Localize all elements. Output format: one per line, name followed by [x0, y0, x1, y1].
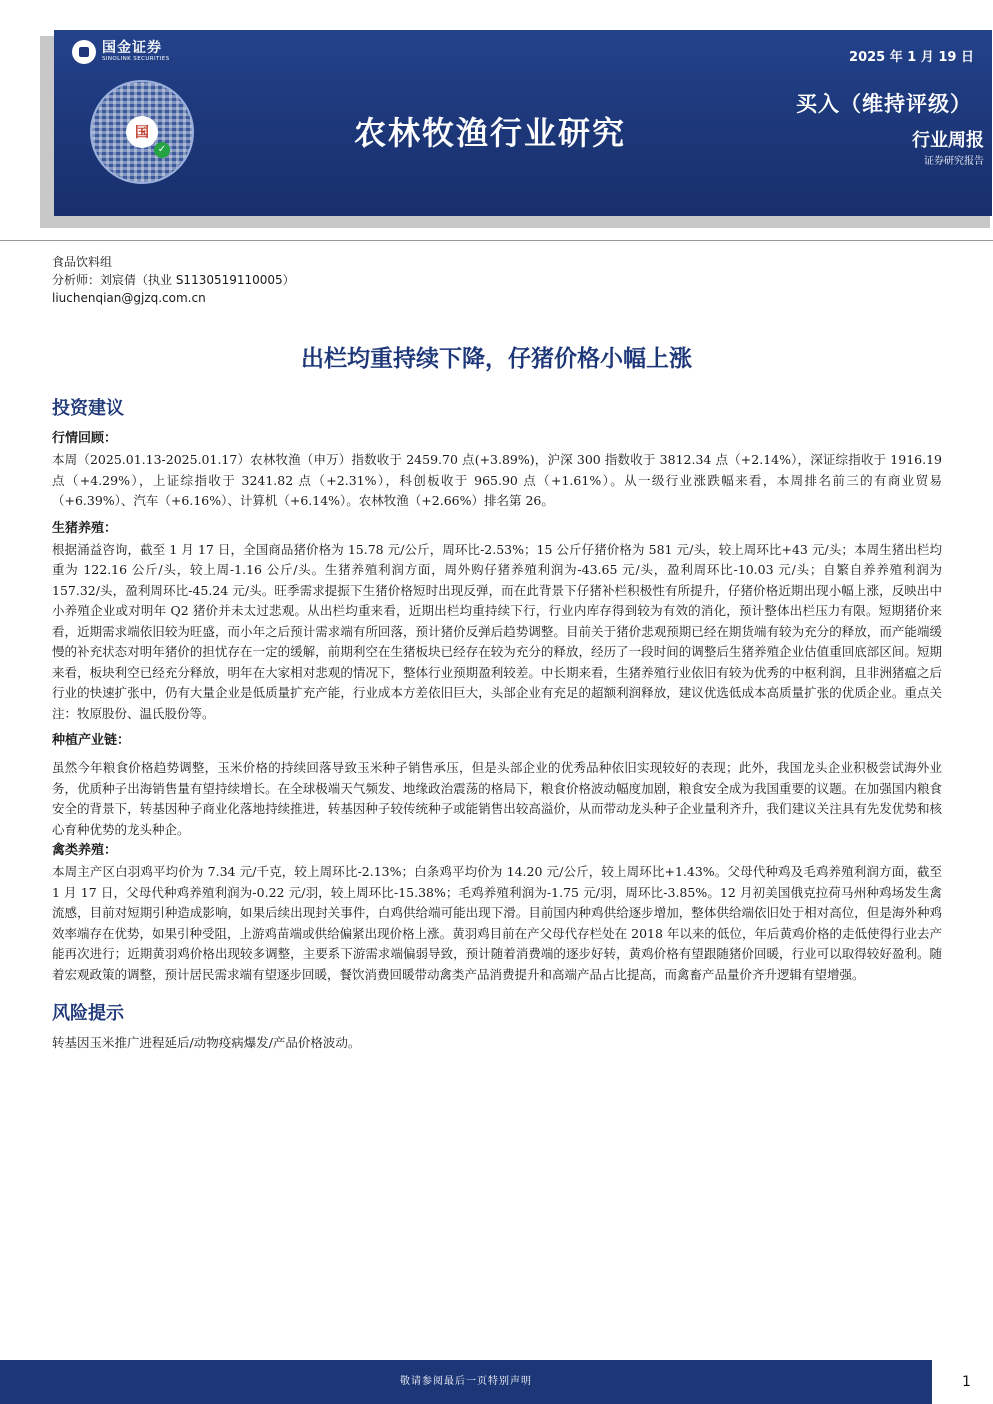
section-risk-title: 风险提示	[52, 1003, 124, 1024]
header-banner	[54, 30, 992, 216]
company-logo	[72, 40, 170, 64]
poultry-farming-title: 禽类养殖：	[52, 843, 118, 858]
analyst-email[interactable]: liuchenqian@gjzq.com.cn	[52, 291, 206, 305]
header-divider	[0, 240, 993, 241]
risk-text: 转基因玉米推广进程延后/动物疫病爆发/产品价格波动。	[52, 1035, 361, 1050]
footer-disclaimer: 敬请参阅最后一页特别声明	[0, 1360, 932, 1404]
analyst-group: 食品饮料组	[52, 255, 113, 269]
pig-farming-title: 生猪养殖：	[52, 520, 118, 536]
logo-chinese: 国金证券	[102, 40, 162, 57]
report-category: 证券研究报告	[924, 156, 984, 167]
report-body	[52, 394, 942, 1054]
analyst-info	[52, 253, 295, 307]
sinolink-logo-icon	[72, 40, 96, 64]
planting-chain-title: 种植产业链：	[52, 733, 131, 748]
report-headline: 出栏均重持续下降，仔猪价格小幅上涨	[301, 346, 692, 372]
page-number: 1	[962, 1374, 971, 1390]
qr-center-logo: 国	[126, 116, 158, 148]
qr-code-icon[interactable]	[90, 80, 194, 184]
market-review-text: 本周（2025.01.13-2025.01.17）农林牧渔（申万）指数收于 2459.70 点(+3.89%)，沪深 300 指数收于 3812.34 点（+2.14%），深证综指收于 1916.19 点（+4.29%），上证综指收于 3241.82 点（+2.31%），科创板收于 965.90 点（+1.61%）。从一级行业涨跌幅来看，本周排名前三的有商业贸易（+6.39%）、汽车（+6.16%）、计算机（+6.14%）。农林牧渔（+2.66%）排名第 26。	[52, 452, 942, 508]
pig-farming-text: 根据涌益咨询，截至 1 月 17 日，全国商品猪价格为 15.78 元/公斤，周环比-2.53%；15 公斤仔猪价格为 581 元/头，较上周环比+43 元/头；本周生猪出栏均重为 122.16 公斤/头，较上周-1.16 公斤/头。生猪养殖利润方面，周外购仔猪养殖利润为-43.65 元/头，盈利周环比-10.03 元/头；自繁自养养殖利润为 157.32/头，盈利周环比-45.24 元/头。旺季需求提振下生猪价格短时出现反弹，而在此背景下仔猪补栏积极性有所提升，仔猪价格近期出现小幅上涨，反映出中小养殖企业或对明年 Q2 猪价并未太过悲观。从出栏均重来看，近期出栏均重持续下行，行业内库存得到较为有效的消化，预计整体出栏压力有限。短期猪价来看，近期需求端依旧较为旺盛，而小年之后预计需求端有所回落，预计猪价反弹后趋势调整。目前关于猪价悲观预期已经在期货端有较为充分的释放，而产能端缓慢的补充状态对明年猪价的担忧存在一定的缓解，前期利空在生猪板块已经存在较为充分的释放，经历了一段时间的调整后生猪养殖企业估值重回底部区间。短期来看，板块利空已经充分释放，明年在大家相对悲观的情况下，整体行业预期盈利较差。中长期来看，生猪养殖行业依旧有较为优秀的中枢利润，且非洲猪瘟之后行业的快速扩张中，仍有大量企业是低质量扩充产能，行业成本方差依旧巨大，头部企业有充足的超额利润释放，建议优选低成本高质量扩张的优质企业。重点关注：牧原股份、温氏股份等。	[52, 541, 942, 721]
analyst-name: 分析师：刘宸倩（执业 S1130519110005）	[52, 273, 295, 287]
industry-title: 农林牧渔行业研究	[354, 114, 627, 152]
report-type: 行业周报	[912, 130, 984, 151]
section-investment-title: 投资建议	[52, 398, 124, 419]
market-review-title: 行情回顾：	[52, 431, 118, 446]
report-date: 2025 年 1 月 19 日	[849, 50, 974, 65]
rating: 买入（维持评级）	[796, 92, 972, 116]
wechat-mini-program-icon: ✓	[154, 142, 170, 158]
planting-chain-text: 虽然今年粮食价格趋势调整，玉米价格的持续回落导致玉米种子销售承压，但是头部企业的优秀品种依旧实现较好的表现；此外，我国龙头企业积极尝试海外业务，优质种子出海销售量有望持续增长。在全球极端天气频发、地缘政治震荡的格局下，粮食价格波动幅度加剧，粮食安全成为我国重要的议题。在加强国内粮食安全的背景下，转基因种子商业化落地持续推进，转基因种子较传统种子或能销售出较高溢价，从而带动龙头种子企业量利齐升，我们建议关注具有先发优势和核心育种优势的龙头种企。	[52, 760, 942, 837]
logo-english: SINOLINK SECURITIES	[102, 56, 170, 63]
poultry-farming-text: 本周主产区白羽鸡平均价为 7.34 元/千克，较上周环比-2.13%；白条鸡平均价为 14.20 元/公斤，较上周环比+1.43%。父母代种鸡及毛鸡养殖利润方面，截至 1 月 17 日，父母代种鸡养殖利润为-0.22 元/羽，较上周环比-15.38%；毛鸡养殖利润为-1.75 元/羽，周环比-3.85%。12 月初美国俄克拉荷马州种鸡场发生禽流感，目前对短期引种造成影响，如果后续出现封关事件，白鸡供给端可能出现下滑。目前国内种鸡供给逐步增加，整体供给端依旧处于相对高位，但是海外种鸡效率端存在优势，如果引种受阻，上游鸡苗端或供给偏紧出现价格上涨。黄羽鸡目前在产父母代存栏处在 2018 年以来的低位，年后黄鸡价格的走低使得行业去产能再次进行；近期黄羽鸡价格出现较多调整，主要系下游需求端偏弱导致，预计随着消费端的逐步好转，黄鸡价格有望跟随猪价回暖，行业可以取得较好盈利。随着宏观政策的调整，预计居民需求端有望逐步回暖，餐饮消费回暖带动禽类产品消费提升和高端产品占比提高，而禽畜产品量价齐升逻辑有望增强。	[52, 864, 942, 982]
